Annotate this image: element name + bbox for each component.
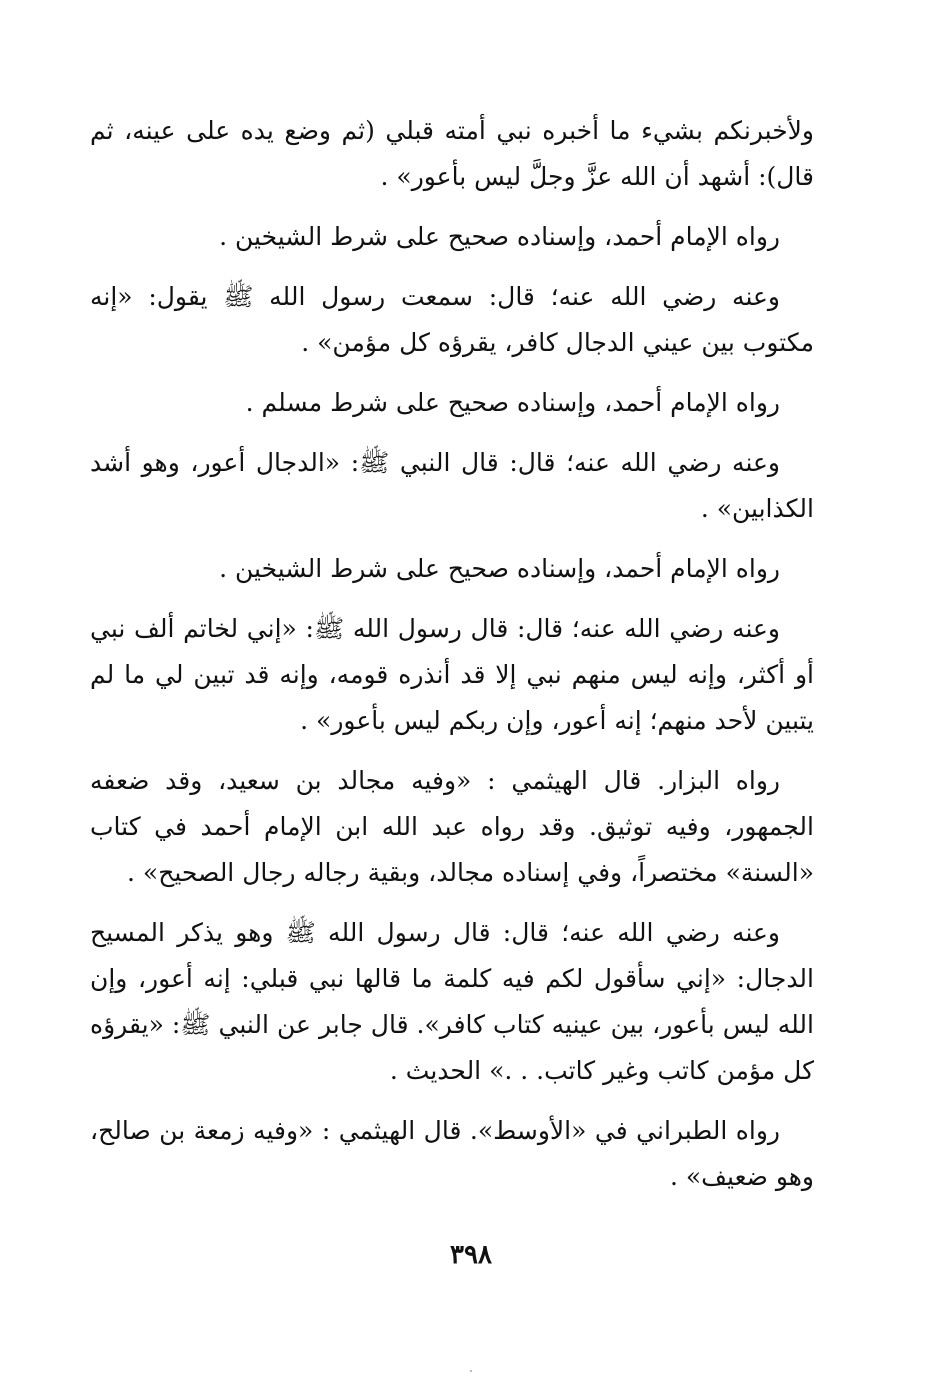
paragraph-4: رواه الإمام أحمد، وإسناده صحيح على شرط مسلم .: [245, 388, 780, 417]
paragraph-3: وعنه رضي الله عنه؛ قال: سمعت رسول الله ﷺ يقول: «إنه مكتوب بين عيني الدجال كافر، يقرؤه كل مؤمن» .: [90, 282, 814, 357]
paragraph-8: رواه البزار. قال الهيثمي : «وفيه مجالد بن سعيد، وقد ضعفه الجمهور، وفيه توثيق. وقد رواه عبد الله ابن الإمام أحمد في كتاب «السنة» مختصراً، وفي إسناده مجالد، وبقية رجاله رجال الصحيح» .: [90, 766, 814, 887]
paragraph-7: وعنه رضي الله عنه؛ قال: قال رسول الله ﷺ: «إني لخاتم ألف نبي أو أكثر، وإنه ليس منهم نبي إلا قد أنذره قومه، وإنه قد تبين لي ما لم يتبين لأحد منهم؛ إنه أعور، وإن ربكم ليس بأعور» .: [90, 614, 814, 735]
paragraph-5: وعنه رضي الله عنه؛ قال: قال النبي ﷺ: «الدجال أعور، وهو أشد الكذابين» .: [90, 448, 814, 523]
paragraph-6: رواه الإمام أحمد، وإسناده صحيح على شرط الشيخين .: [219, 554, 780, 583]
scan-speck: [470, 1370, 472, 1372]
paragraph-10: رواه الطبراني في «الأوسط». قال الهيثمي : «وفيه زمعة بن صالح، وهو ضعيف» .: [90, 1116, 814, 1191]
paragraph-1: ولأخبرنكم بشيء ما أخبره نبي أمته قبلي (ثم وضع يده على عينه، ثم قال): أشهد أن الله عزَّ وجلَّ ليس بأعور» .: [90, 116, 814, 191]
page-body: [90, 108, 814, 1214]
paragraph-9: وعنه رضي الله عنه؛ قال: قال رسول الله ﷺ وهو يذكر المسيح الدجال: «إني سأقول لكم فيه كلمة ما قالها نبي قبلي: إنه أعور، وإن الله ليس بأعور، بين عينيه كتاب كافر». قال جابر عن النبي ﷺ: «يقرؤه كل مؤمن كاتب وغير كاتب. . .» الحديث .: [90, 918, 814, 1085]
paragraph-2: رواه الإمام أحمد، وإسناده صحيح على شرط الشيخين .: [219, 222, 780, 251]
page-number: ٣٩٨: [450, 1240, 492, 1270]
